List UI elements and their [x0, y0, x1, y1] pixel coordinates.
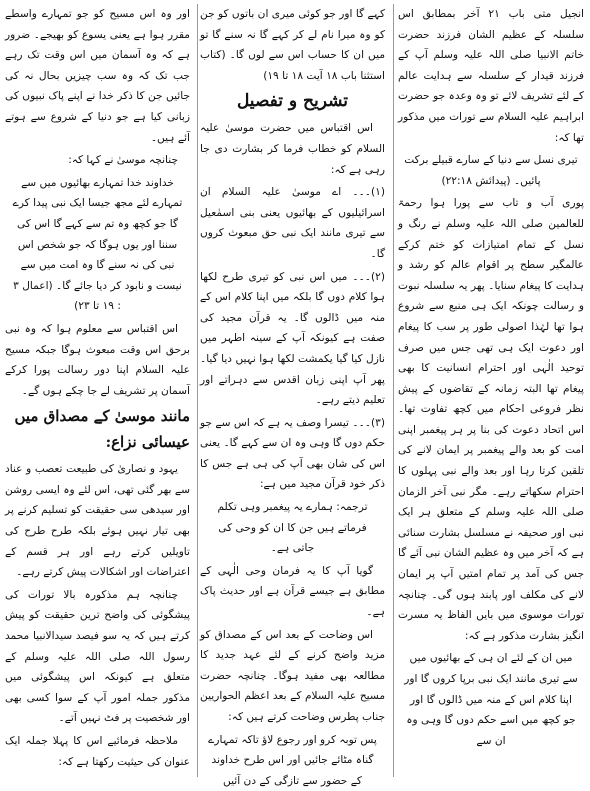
column-divider [393, 4, 394, 777]
paragraph: یہود و نصاریٰ کی طبیعت تعصب و عناد سے بھر گئی تھی، اس لئے وہ ایسی روشن اور سیدھی سی حقیقت کو تسلیم کرنے پر بھی تیار نہیں ہوئے بلکہ طرح طرح کی تاویلیں کرتے رہے اور ہر قسم کے اعتراضات اور اشکالات پیش کرتے رہے۔ [5, 463, 190, 579]
numbered-point: (۳)۔۔۔ تیسرا وصف یہ ہے کہ اس سے جو حکم دوں گا وہی وہ ان سے کہے گا۔ یعنی اس کی شان بھی آپ کی ہی ہے جس کا ذکر خود قرآن مجید میں ہے: [200, 416, 385, 491]
scripture-quote: ترجمہ: ہمارے یہ پیغمبر وہی تکلم فرماتے ہیں جن کا ان کو وحی کی جاتی ہے۔ [217, 501, 368, 555]
scripture-quote [398, 150, 584, 191]
paragraph: اس اقتباس سے معلوم ہوا کہ وہ نبی برحق اس وقت مبعوث ہوگا جبکہ مسیح علیہ السلام اپنا دور رسالت پورا کرکے آسمان پر تشریف لے جا چکے ہوں گے۔ [5, 322, 190, 397]
scripture-reference: (پیدائش ۲۲:۱۸) [441, 174, 511, 187]
paragraph: ملاحظہ فرمائیے اس کا پہلا جملہ ایک عنوان کی حیثیت رکھتا ہے کہ: [5, 735, 190, 768]
numbered-point: (۱)۔۔۔ اے موسیٰ علیہ السلام ان اسرائیلیوں کے بھائیوں یعنی بنی اسمٰعیل سے تیری مانند ایک نبی حق مبعوث کروں گا۔ [200, 186, 385, 260]
paragraph: چنانچہ ہم مذکورہ بالا تورات کی پیشگوئی کی واضح ترین حقیقت کو پیش کرتے ہیں کہ یہ سو فیصد سیدالانبیا محمد رسول اللہ صلی اللہ علیہ وسلم کے متعلق ہے کیونکہ اس پیشگوئی میں مذکور جملہ امور آپ کے سوا کسی بھی اور شخصیت پر فٹ نہیں آتے۔ [5, 588, 190, 725]
section-heading: مانند موسیٰ کے مصداق میں عیسائی نزاع: [14, 407, 190, 452]
paragraph: انجیل متی باب ۲۱ آخر بمطابق اس سلسلہ کے عظیم الشان فرزند حضرت خاتم الانبیا صلی اللہ علیہ وسلم آپ کے فرزند قیدار کے سلسلہ سے ہدایت عالم کے لئے تشریف لائے تو وہ وعدہ جو حضرت ابراہیم علیہ السلام سے تورات میں مذکور تھا کہ: [398, 8, 585, 144]
scripture-quote: میں ان کے لئے ان ہی کے بھائیوں میں سے تیری مانند ایک نبی برپا کروں گا اور اپنا کلام اس کے منہ میں ڈالوں گا اور جو کچھ میں اسے حکم دوں گا وہی وہ ان سے [404, 652, 578, 747]
paragraph: چنانچہ موسیٰ نے کہا کہ: [68, 154, 178, 167]
quote-text: تیری نسل سے دنیا کے سارے قبیلے برکت پائیں۔ [404, 154, 578, 187]
scripture-reference: (کتاب استثنا باب ۱۸ آیت ۱۸ تا ۱۹) [200, 49, 385, 82]
column-right [398, 4, 584, 777]
column-left [5, 4, 190, 777]
scripture-quote: پس توبہ کرو اور رجوع لاؤ تاکہ تمہارے گناہ مٹائے جائیں اور اس طرح خداوند کے حضور سے تازگی کے دن آئیں [208, 733, 377, 787]
column-divider [197, 4, 198, 777]
scripture-quote [5, 173, 190, 317]
numbered-point: (۲)۔۔۔ میں اس نبی کو تیری طرح لکھا ہوا کلام دوں گا بلکہ میں اپنا کلام اس کے منہ میں ڈالوں گا۔ یہ قرآن مجید کی صفت ہے کیونکہ آپ کے سینہ اطہر میں نازل کیا گیا یکمشت لکھا ہوا نہیں دیا گیا۔ پھر آپ اپنی زبان اقدس سے دہراتے اور تعلیم دیتے رہے۔ [200, 270, 385, 407]
paragraph: اور وہ اس مسیح کو جو تمہارے واسطے مقرر ہوا ہے یعنی یسوع کو بھیجے۔ ضرور ہے کہ وہ آسمان میں اس وقت تک رہے جب تک کہ وہ سب چیزیں بحال نہ کی جائیں جن کا ذکر خدا نے اپنے پاک نبیوں کی زبانی کیا ہے جو دنیا کے شروع سے ہوتے آئے ہیں۔ [5, 8, 190, 144]
paragraph: گویا آپ کا یہ فرمان وحی الٰہی کے مطابق ہے جیسے قرآن ہے اور حدیث پاک ہے۔ [200, 564, 385, 619]
quote-text: کہے گا اور جو کوئی میری ان باتوں کو جن کو وہ میرا نام لے کر کہے گا نہ سنے گا تو میں ان کا حساب اس سے لوں گا۔ [200, 8, 385, 62]
paragraph: اس وضاحت کے بعد اس کے مصداق کو مزید واضح کرنے کے لئے عہد جدید کا مطالعہ بھی مفید ہوگا۔ چنانچہ حضرت مسیح علیہ السلام کے بعد اعظم الحواریین جناب پطرس وضاحت کرتے ہیں کہ: [200, 628, 385, 723]
paragraph: اس اقتباس میں حضرت موسیٰ علیہ السلام کو خطاب فرما کر بشارت دی جا رہی ہے کہ: [200, 122, 385, 176]
column-middle [200, 4, 385, 787]
scripture-reference: (اعمال ۳ : ۱۹ تا ۲۳) [13, 279, 121, 313]
quote-text: خداوند خدا تمہارے بھائیوں میں سے تمہارے لئے مجھ جیسا ایک نبی پیدا کرے گا جو کچھ وہ تم سے کہے گا اس کی سننا اور یوں ہوگا کہ جو شخص اس نبی کی نہ سنے گا وہ امت میں سے نیست و نابود کر دیا جائے گا۔ [12, 176, 183, 292]
section-heading: تشریح و تفصیل [236, 91, 349, 112]
paragraph: پوری آب و تاب سے پورا ہوا رحمۃ للعالمین صلی اللہ علیہ وسلم نے رنگ و نسل کے تمام امتیازات کو ختم کرکے عالمگیر سطح پر اقوام عالم کو رشد و ہدایت کا پیغام سنایا۔ پھر یہ سلسلہ نبوت و رسالت چونکہ ایک ہی منبع سے شروع ہوا تھا لہٰذا اصولی طور پر سب کا پیغام اور دعوت ایک ہی تھی جس میں صرف توحید الٰہی اور احترام انسانیت کا بھی پیغام تھا البتہ زمانہ کے تقاضوں کے پیش نظر فروعی احکام میں کچھ تفاوت تھا۔ اس اتحاد دعوت کی بنا پر ہر پیغمبر اپنی امت کو بعد والے پیغمبر پر ایمان لانے کی تلقین کرتا رہا اور بعد والے نبی پہلوں کا احترام سکھاتے رہے۔ مگر نبی آخر الزمان صلی اللہ علیہ وسلم کے متعلق ہر ایک نبی اور صحیفہ نے مسلسل بشارت سنائی ہے کہ آخر میں وہ عظیم الشان نبی آئے گا جس کی آمد پر تمام امتیں آپ پر ایمان لانے کی مکلف اور پابند ہوں گی۔ چنانچہ تورات موسوی میں بایں الفاظ یہ مسرت انگیز بشارت مذکور ہے کہ: [398, 197, 584, 642]
paragraph [200, 4, 385, 86]
